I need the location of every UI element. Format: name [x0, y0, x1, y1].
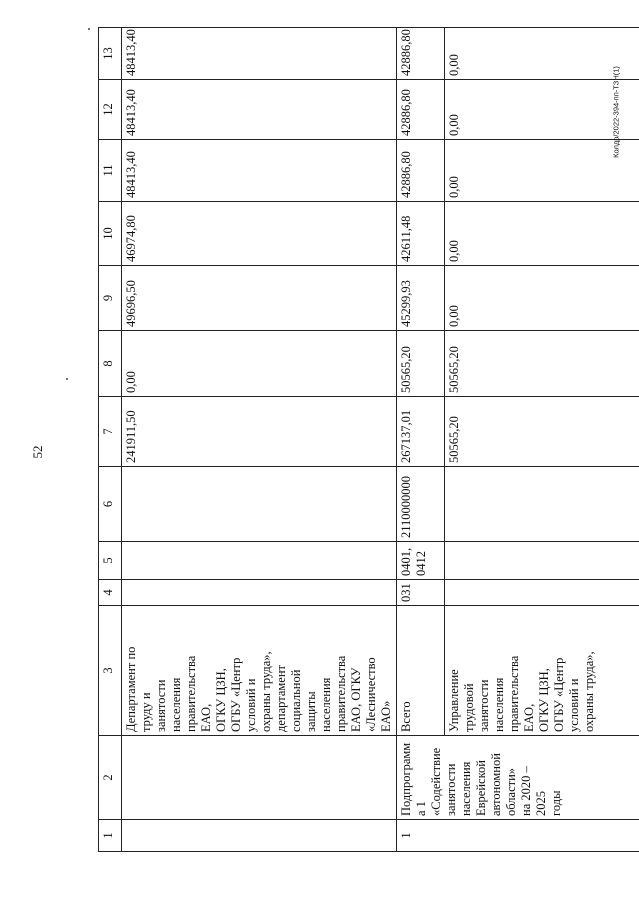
document-code: Колдр/2022-394-пп-ТЗН(1) — [611, 66, 621, 158]
program-name-cell — [122, 736, 397, 820]
executor-cell: Департамент по труду и занятости населения правительства ЕАО, ОГКУ ЦЗН, ОГБУ «Центр условий и охраны труда», департамент социальной защиты населения правительства ЕАО, ОГКУ «Лесничество ЕАО» — [122, 606, 397, 736]
amount-cell: 50565,20 — [397, 331, 445, 397]
amount-cell: 0,00 — [122, 331, 397, 397]
amount-cell: 46974,80 — [122, 202, 397, 266]
amount-cell: 42886,80 — [397, 80, 445, 140]
executor-cell: Управление трудовой занятости населения правительства ЕАО, ОГКУ ЦЗН, ОГБУ «Центр условий и охраны труда», — [445, 606, 639, 736]
amount-cell: 48413,40 — [122, 28, 397, 80]
page-number: 52 — [30, 445, 45, 459]
amount-cell: 50565,20 — [445, 397, 639, 467]
table-row — [397, 28, 445, 852]
amount-cell: 50565,20 — [445, 331, 639, 397]
header-cell: 4 — [99, 580, 122, 606]
header-cell: 12 — [99, 80, 122, 140]
header-cell: 3 — [99, 606, 122, 736]
amount-cell: 42886,80 — [397, 140, 445, 202]
header-cell: 2 — [99, 736, 122, 820]
header-cell: 1 — [99, 820, 122, 852]
table-cell: 031 — [397, 580, 445, 606]
header-cell: 7 — [99, 397, 122, 467]
row-number-cell — [122, 820, 397, 852]
amount-cell: 0,00 — [445, 28, 639, 80]
table-cell — [122, 542, 397, 580]
row-number-cell: 1 — [397, 820, 639, 852]
amount-cell: 267137,01 — [397, 397, 445, 467]
amount-cell: 42611,48 — [397, 202, 445, 266]
amount-cell: 0,00 — [445, 266, 639, 331]
header-cell: 6 — [99, 467, 122, 542]
budget-table-rotated — [98, 28, 602, 852]
amount-cell: 45299,93 — [397, 266, 445, 331]
table-row — [445, 28, 639, 852]
header-cell: 9 — [99, 266, 122, 331]
amount-cell: 42886,80 — [397, 28, 445, 80]
amount-cell: 49696,50 — [122, 266, 397, 331]
header-cell: 13 — [99, 28, 122, 80]
amount-cell: 0,00 — [445, 80, 639, 140]
table-row — [122, 28, 397, 852]
table-cell — [445, 580, 639, 606]
header-cell: 8 — [99, 331, 122, 397]
amount-cell: 0,00 — [445, 140, 639, 202]
header-cell: 11 — [99, 140, 122, 202]
table-cell — [445, 542, 639, 580]
table-cell — [122, 467, 397, 542]
amount-cell: 241911,50 — [122, 397, 397, 467]
budget-table — [98, 27, 639, 852]
amount-cell: 48413,40 — [122, 80, 397, 140]
amount-cell: 48413,40 — [122, 140, 397, 202]
table-cell — [445, 467, 639, 542]
program-name-cell: Подпрограмма 1 «Содействие занятости населения Еврейской автономной области» на 2020 – 2025 годы — [397, 736, 639, 820]
table-cell: 2110000000 — [397, 467, 445, 542]
scan-speck — [66, 378, 68, 380]
table-cell: 0401, 0412 — [397, 542, 445, 580]
header-cell: 5 — [99, 542, 122, 580]
amount-cell: 0,00 — [445, 202, 639, 266]
scan-speck — [88, 28, 90, 30]
header-row — [99, 28, 122, 852]
header-cell: 10 — [99, 202, 122, 266]
total-label-cell: Всего — [397, 606, 445, 736]
table-cell — [122, 580, 397, 606]
